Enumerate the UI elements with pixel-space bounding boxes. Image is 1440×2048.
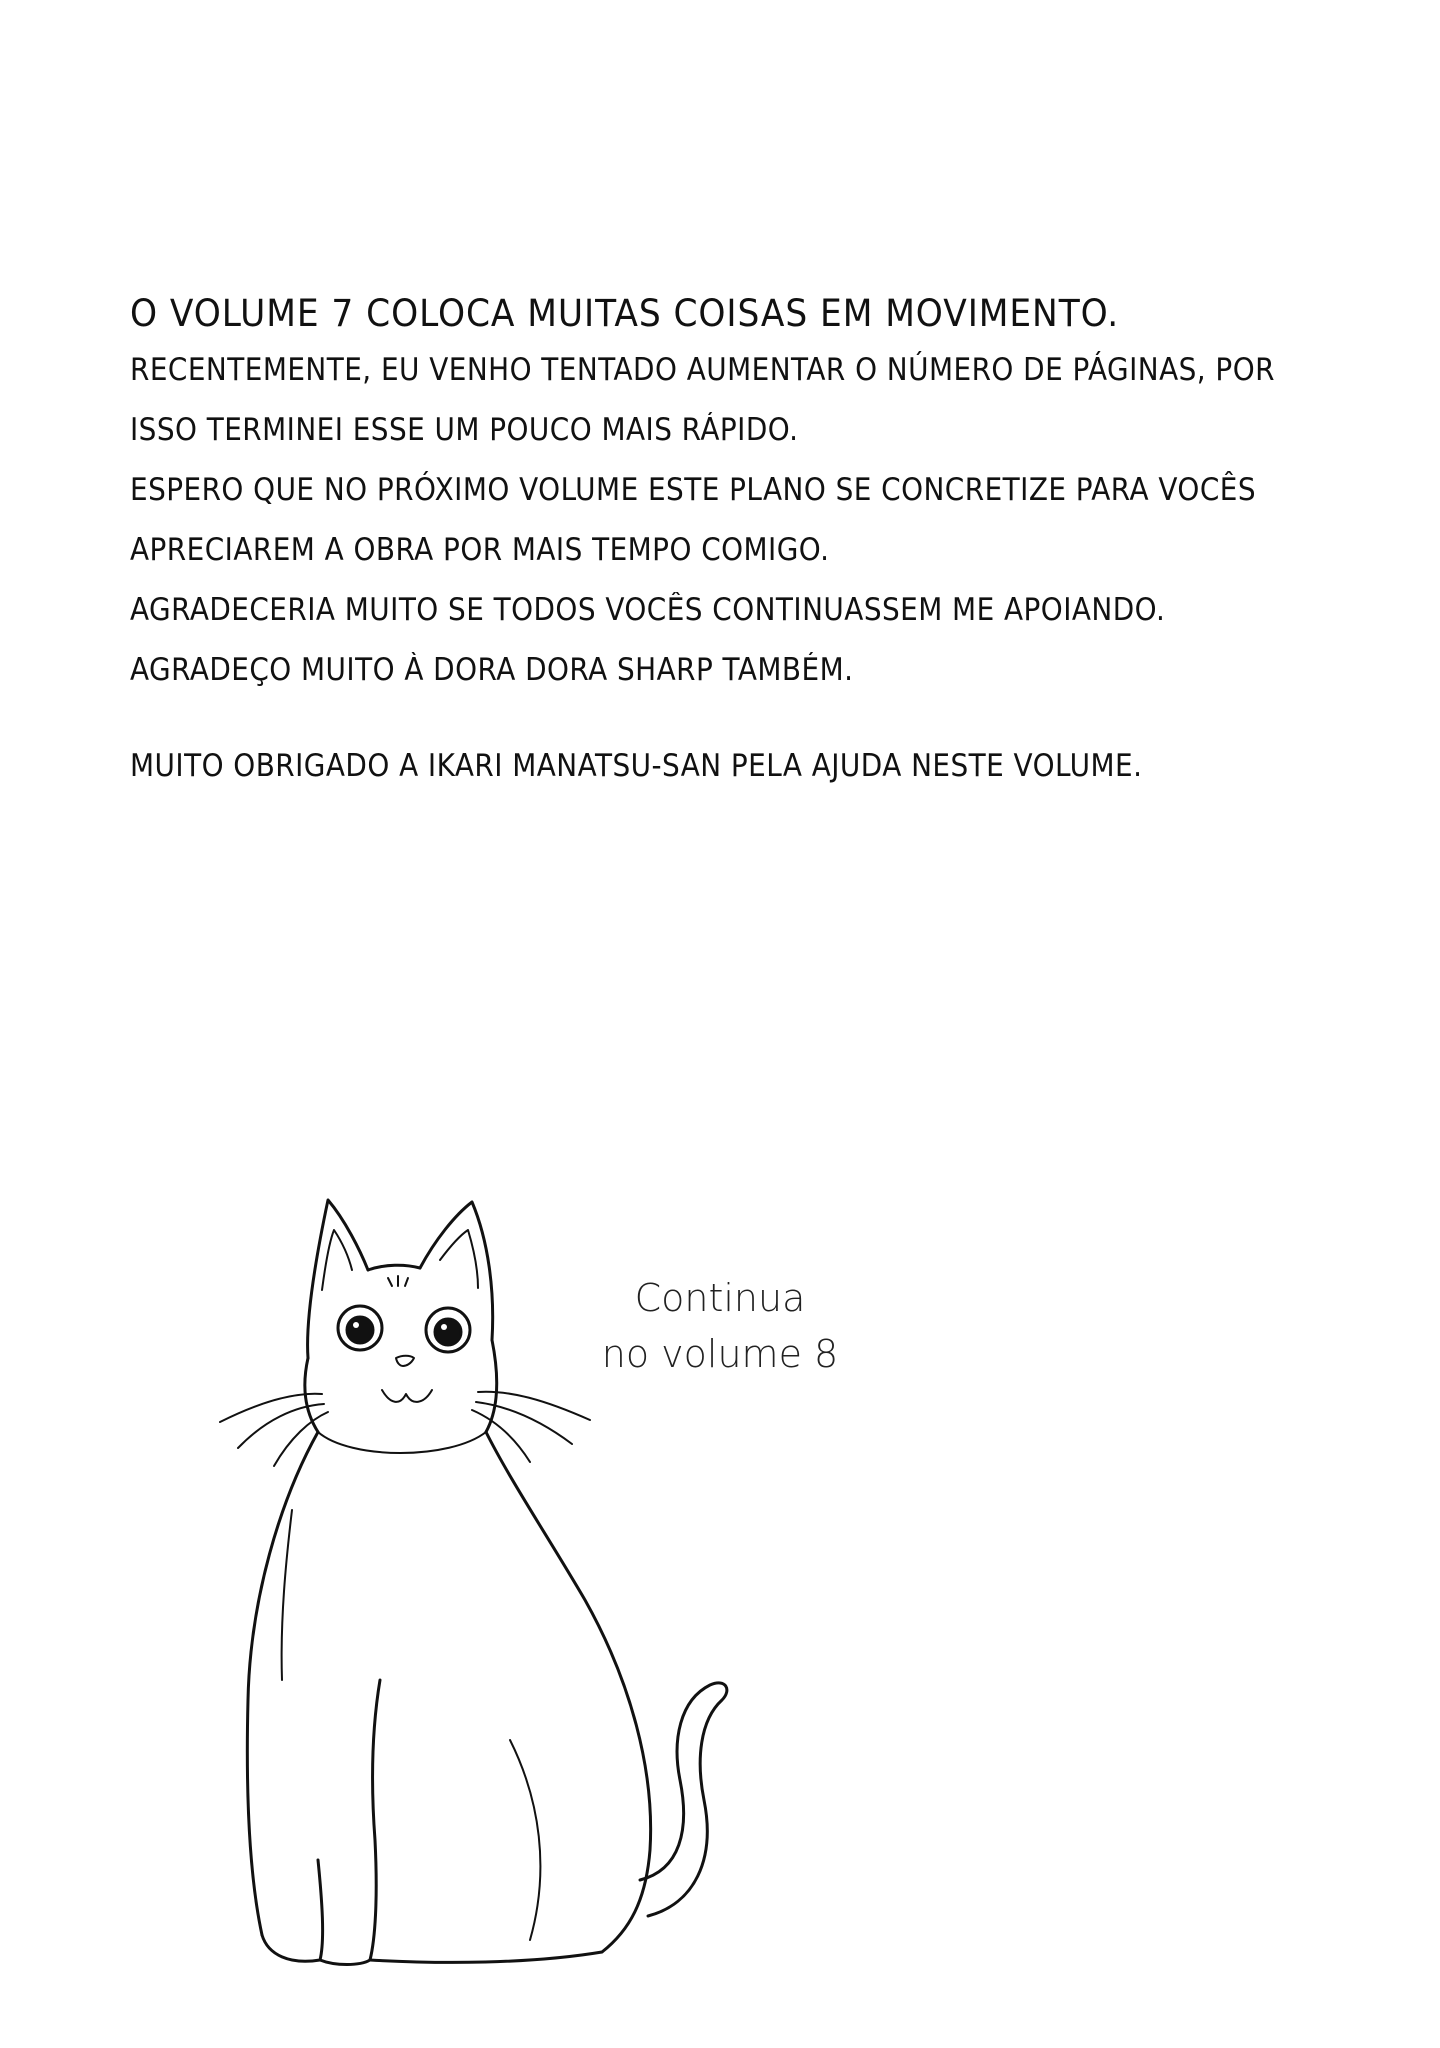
cat-front-leg-divider bbox=[320, 1960, 370, 1965]
cat-body-left bbox=[247, 1432, 318, 1935]
afterword-line: AGRADEÇO MUITO À DORA DORA SHARP TAMBÉM. bbox=[130, 652, 854, 688]
cat-haunch bbox=[510, 1740, 540, 1940]
cat-body-right bbox=[486, 1432, 651, 1952]
afterword-line: ESPERO QUE NO PRÓXIMO VOLUME ESTE PLANO SE CONCRETIZE PARA VOCÊS bbox=[130, 472, 1256, 508]
cat-chest bbox=[282, 1510, 292, 1680]
paragraph-gap bbox=[130, 700, 1350, 736]
cat-left-pupil bbox=[347, 1317, 373, 1343]
cat-right-eye-shine bbox=[441, 1324, 447, 1330]
continue-note-line-1: Continua bbox=[634, 1276, 806, 1320]
afterword-heading: O VOLUME 7 COLOCA MUITAS COISAS EM MOVIMENTO. bbox=[130, 292, 1120, 335]
afterword-line: RECENTEMENTE, EU VENHO TENTADO AUMENTAR O NÚMERO DE PÁGINAS, POR bbox=[130, 352, 1275, 388]
afterword-line: ISSO TERMINEI ESSE UM POUCO MAIS RÁPIDO. bbox=[130, 412, 799, 448]
continue-note bbox=[560, 1270, 880, 1382]
cat-right-ear-inner bbox=[440, 1230, 478, 1288]
cat-right-pupil bbox=[435, 1319, 461, 1345]
afterword-text-block bbox=[130, 292, 1350, 796]
cat-mouth bbox=[382, 1390, 432, 1402]
cat-chin bbox=[318, 1432, 486, 1453]
cat-left-ear-inner bbox=[322, 1230, 352, 1290]
afterword-line: APRECIAREM A OBRA POR MAIS TEMPO COMIGO. bbox=[130, 532, 830, 568]
cat-whisker bbox=[238, 1404, 324, 1448]
cat-whisker bbox=[274, 1412, 328, 1466]
cat-forehead-marks bbox=[388, 1276, 408, 1286]
cat-front-leg-right bbox=[370, 1680, 380, 1960]
continue-note-line-2: no volume 8 bbox=[601, 1332, 839, 1376]
cat-nose bbox=[396, 1356, 414, 1366]
cat-tail bbox=[640, 1683, 727, 1916]
cat-head-top bbox=[368, 1265, 420, 1270]
cat-right-ear bbox=[420, 1202, 493, 1340]
cat-hind-paw bbox=[370, 1952, 602, 1962]
afterword-thanks-line: MUITO OBRIGADO A IKARI MANATSU-SAN PELA AJUDA NESTE VOLUME. bbox=[130, 748, 1143, 784]
cat-front-leg-left bbox=[262, 1860, 323, 1961]
afterword-line: AGRADECERIA MUITO SE TODOS VOCÊS CONTINUASSEM ME APOIANDO. bbox=[130, 592, 1166, 628]
cat-left-eye-shine bbox=[353, 1322, 359, 1328]
